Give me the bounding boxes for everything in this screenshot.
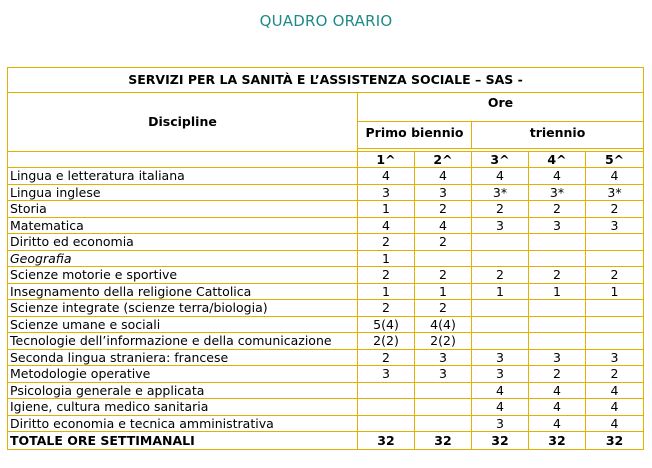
total-value: 32 — [415, 432, 472, 450]
hours-cell: 3 — [586, 217, 644, 234]
discipline-name: Geografia — [8, 250, 358, 267]
table-row — [8, 267, 644, 284]
hours-cell: 3 — [472, 349, 529, 366]
hours-cell — [529, 250, 586, 267]
hours-cell: 1 — [529, 283, 586, 300]
hours-cell: 3 — [586, 349, 644, 366]
hours-cell: 3 — [472, 366, 529, 383]
hours-cell: 4 — [358, 168, 415, 185]
hours-cell: 3 — [358, 184, 415, 201]
hours-cell: 4 — [415, 168, 472, 185]
table-row — [8, 300, 644, 317]
table-row — [8, 234, 644, 251]
hours-cell: 3 — [415, 349, 472, 366]
hours-cell: 4 — [529, 415, 586, 432]
hours-cell: 3 — [472, 217, 529, 234]
hours-cell: 2 — [415, 267, 472, 284]
hours-cell: 4 — [358, 217, 415, 234]
hours-cell — [472, 250, 529, 267]
discipline-name: Insegnamento della religione Cattolica — [8, 283, 358, 300]
discipline-name: Lingua inglese — [8, 184, 358, 201]
hours-cell — [415, 415, 472, 432]
hours-cell: 2 — [358, 267, 415, 284]
discipline-name: Psicologia generale e applicata — [8, 382, 358, 399]
table-row — [8, 217, 644, 234]
disciplines-header: Discipline — [8, 93, 358, 152]
total-row — [8, 432, 644, 450]
discipline-name: Lingua e letteratura italiana — [8, 168, 358, 185]
years-label-cell — [8, 152, 358, 168]
period-primo-biennio: Primo biennio — [358, 122, 472, 149]
hours-cell: 2 — [529, 201, 586, 218]
hours-cell: 1 — [415, 283, 472, 300]
discipline-name: Tecnologie dell’informazione e della comunicazione — [8, 333, 358, 350]
hours-cell — [529, 316, 586, 333]
ore-header: Ore — [358, 93, 644, 122]
hours-cell — [472, 234, 529, 251]
hours-cell: 3 — [415, 366, 472, 383]
period-triennio: triennio — [472, 122, 644, 149]
timetable — [7, 67, 644, 450]
hours-cell: 4 — [586, 168, 644, 185]
total-value: 32 — [472, 432, 529, 450]
hours-cell: 3 — [529, 217, 586, 234]
timetable-body — [8, 168, 644, 432]
hours-cell: 4 — [586, 382, 644, 399]
hours-cell: 3* — [529, 184, 586, 201]
discipline-name: Scienze motorie e sportive — [8, 267, 358, 284]
hours-cell — [358, 382, 415, 399]
hours-cell: 2 — [586, 366, 644, 383]
discipline-name: Scienze integrate (scienze terra/biologia) — [8, 300, 358, 317]
year-header: 3^ — [472, 152, 529, 168]
total-value: 32 — [529, 432, 586, 450]
table-row — [8, 201, 644, 218]
table-row — [8, 382, 644, 399]
year-header: 1^ — [358, 152, 415, 168]
hours-cell: 2 — [358, 349, 415, 366]
hours-cell: 4 — [472, 399, 529, 416]
table-row — [8, 168, 644, 185]
hours-cell: 1 — [472, 283, 529, 300]
discipline-name: Igiene, cultura medico sanitaria — [8, 399, 358, 416]
table-row — [8, 283, 644, 300]
discipline-name: Matematica — [8, 217, 358, 234]
hours-cell — [472, 333, 529, 350]
hours-cell: 5(4) — [358, 316, 415, 333]
hours-cell: 3* — [586, 184, 644, 201]
hours-cell: 2 — [529, 267, 586, 284]
table-row — [8, 316, 644, 333]
table-title: SERVIZI PER LA SANITÀ E L’ASSISTENZA SOCIALE – SAS - — [8, 68, 644, 93]
hours-cell — [586, 234, 644, 251]
hours-cell: 2 — [358, 234, 415, 251]
hours-cell — [415, 250, 472, 267]
discipline-name: Storia — [8, 201, 358, 218]
table-row — [8, 399, 644, 416]
hours-cell: 4 — [529, 399, 586, 416]
year-header: 2^ — [415, 152, 472, 168]
discipline-name: Seconda lingua straniera: francese — [8, 349, 358, 366]
hours-cell: 4 — [586, 399, 644, 416]
hours-cell: 1 — [358, 283, 415, 300]
hours-cell: 2 — [415, 234, 472, 251]
hours-cell — [529, 234, 586, 251]
table-row — [8, 349, 644, 366]
hours-cell — [586, 300, 644, 317]
discipline-name: Metodologie operative — [8, 366, 358, 383]
hours-cell — [358, 415, 415, 432]
hours-cell: 3 — [472, 415, 529, 432]
total-value: 32 — [586, 432, 644, 450]
hours-cell — [472, 316, 529, 333]
table-row — [8, 333, 644, 350]
hours-cell: 1 — [586, 283, 644, 300]
hours-cell: 3 — [529, 349, 586, 366]
discipline-name: Scienze umane e sociali — [8, 316, 358, 333]
hours-cell — [415, 399, 472, 416]
table-row — [8, 250, 644, 267]
hours-cell: 2(2) — [415, 333, 472, 350]
timetable-head — [8, 68, 644, 168]
discipline-name: Diritto economia e tecnica amministrativa — [8, 415, 358, 432]
hours-cell: 4 — [472, 168, 529, 185]
hours-cell — [586, 333, 644, 350]
hours-cell: 2 — [472, 201, 529, 218]
hours-cell — [472, 300, 529, 317]
hours-cell — [529, 300, 586, 317]
hours-cell — [529, 333, 586, 350]
hours-cell: 2 — [529, 366, 586, 383]
year-header: 4^ — [529, 152, 586, 168]
table-row — [8, 366, 644, 383]
hours-cell: 4 — [529, 382, 586, 399]
hours-cell: 2 — [586, 267, 644, 284]
hours-cell — [586, 250, 644, 267]
hours-cell: 2 — [415, 300, 472, 317]
hours-cell: 2 — [586, 201, 644, 218]
year-header: 5^ — [586, 152, 644, 168]
hours-cell — [358, 399, 415, 416]
hours-cell: 1 — [358, 201, 415, 218]
hours-cell — [586, 316, 644, 333]
timetable-foot — [8, 432, 644, 450]
hours-cell: 4(4) — [415, 316, 472, 333]
hours-cell: 3 — [415, 184, 472, 201]
hours-cell: 3* — [472, 184, 529, 201]
hours-cell: 4 — [472, 382, 529, 399]
table-row — [8, 415, 644, 432]
hours-cell: 2 — [358, 300, 415, 317]
hours-cell: 2 — [415, 201, 472, 218]
discipline-name: Diritto ed economia — [8, 234, 358, 251]
table-row — [8, 184, 644, 201]
hours-cell: 1 — [358, 250, 415, 267]
total-label: TOTALE ORE SETTIMANALI — [8, 432, 358, 450]
hours-cell: 2(2) — [358, 333, 415, 350]
page-title: QUADRO ORARIO — [259, 12, 393, 30]
hours-cell: 4 — [586, 415, 644, 432]
hours-cell: 4 — [415, 217, 472, 234]
hours-cell — [415, 382, 472, 399]
total-value: 32 — [358, 432, 415, 450]
hours-cell: 4 — [529, 168, 586, 185]
hours-cell: 2 — [472, 267, 529, 284]
hours-cell: 3 — [358, 366, 415, 383]
